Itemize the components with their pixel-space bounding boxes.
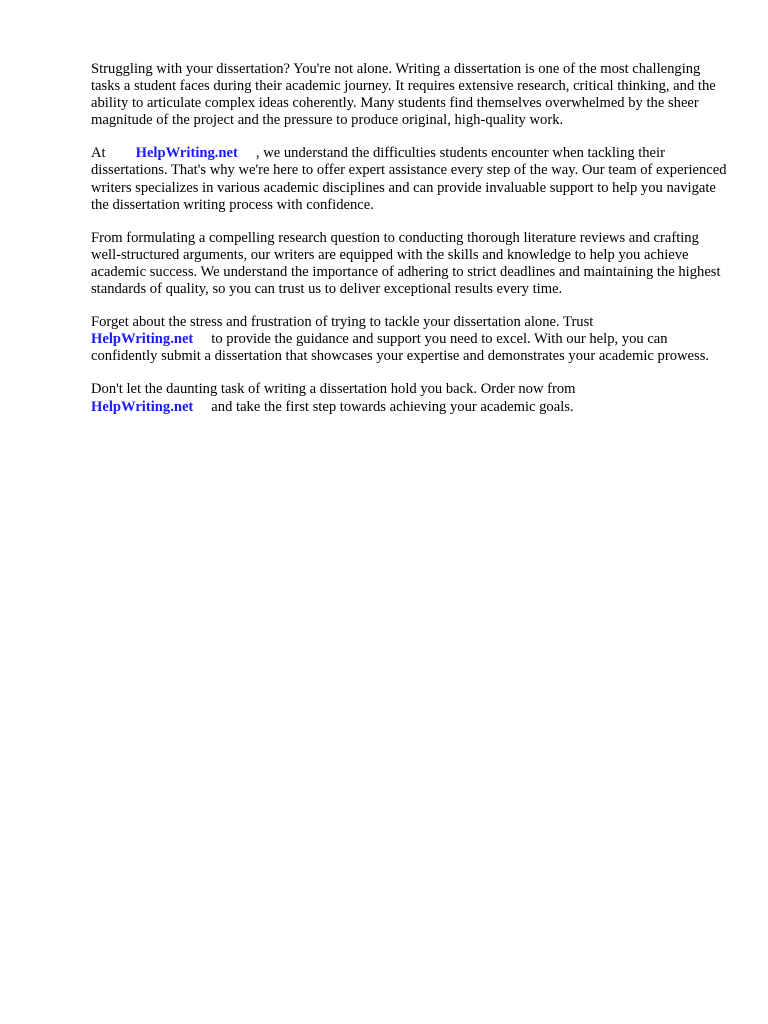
helpwriting-link-1[interactable]: HelpWriting.net	[135, 145, 238, 162]
paragraph-about	[91, 145, 731, 213]
paragraph-about-lead: At	[91, 145, 106, 162]
paragraph-trust	[91, 314, 731, 365]
document-body	[91, 61, 731, 432]
helpwriting-link-2[interactable]: HelpWriting.net	[91, 331, 194, 348]
paragraph-trust-text: to provide the guidance and support you need to excel. With our help, you can confidently submit a dissertation that showcases your expertise and demonstrates your academic prowess.	[91, 331, 710, 365]
paragraph-order-text: and take the first step towards achieving your academic goals.	[211, 398, 574, 415]
paragraph-intro: Struggling with your dissertation? You're not alone. Writing a dissertation is one of the most challenging tasks a student faces during their academic journey. It requires extensive research, critical thinking, and the ability to articulate complex ideas coherently. Many students find themselves overwhelmed by the sheer magnitude of the project and the pressure to produce original, high-quality work.	[91, 61, 716, 129]
paragraph-trust-lead: Forget about the stress and frustration of trying to tackle your dissertation alone. Trust	[91, 314, 594, 331]
paragraph-order-lead: Don't let the daunting task of writing a dissertation hold you back. Order now from	[91, 381, 576, 398]
paragraph-order	[91, 381, 731, 415]
paragraph-about-text: , we understand the difficulties students encounter when tackling their dissertations. That's why we're here to offer expert assistance every step of the way. Our team of experienced writers specializes in various academic disciplines and can provide invaluable support to help you navigate the dissertation writing process with confidence.	[91, 145, 727, 213]
helpwriting-link-3[interactable]: HelpWriting.net	[91, 398, 194, 415]
paragraph-services: From formulating a compelling research question to conducting thorough literature reviews and crafting well-structured arguments, our writers are equipped with the skills and knowledge to help you achieve academic success. We understand the importance of adhering to strict deadlines and maintaining the highest standards of quality, so you can trust us to deliver exceptional results every time.	[91, 229, 721, 298]
